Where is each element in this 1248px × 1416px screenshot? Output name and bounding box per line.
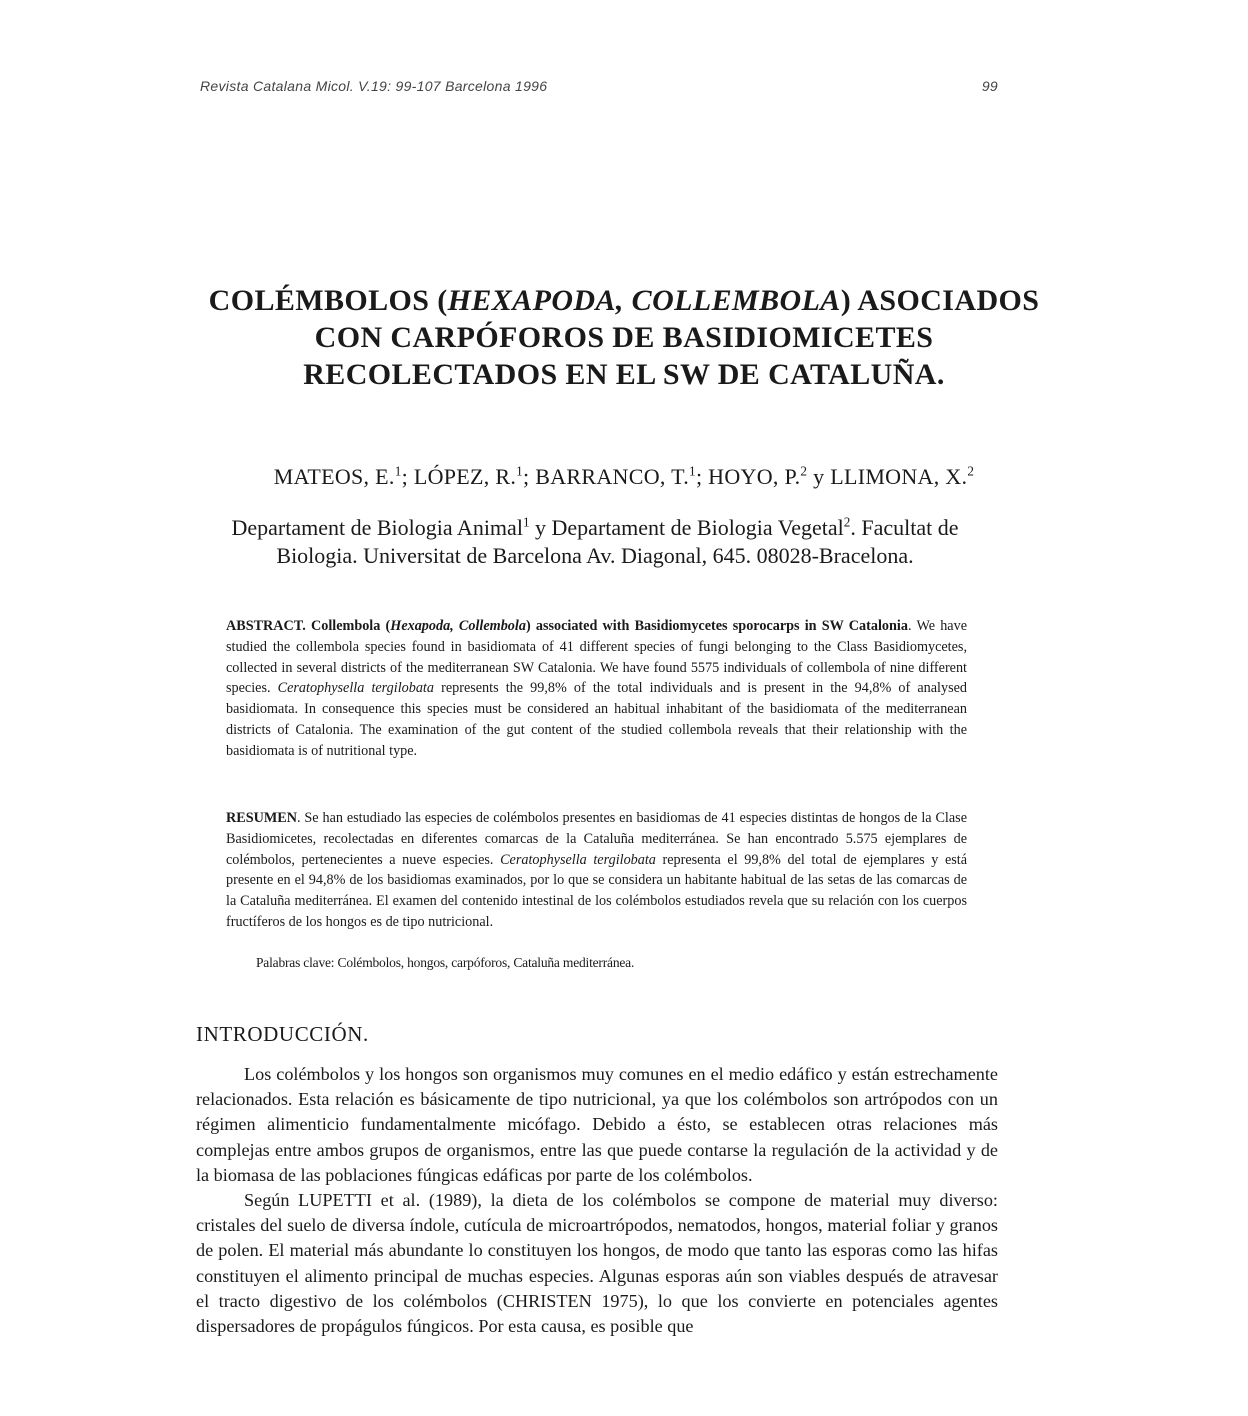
abstract-label: ABSTRACT bbox=[226, 618, 303, 634]
paragraph: Los colémbolos y los hongos son organismos muy comunes en el medio edáfico y están estrechamente relacionados. Esta relación es básicamente de tipo nutricional, ya que los colémbolos son artrópodos con un régimen alimenticio fundamentalmente micófago. Debido a ésto, se establecen otras relaciones más complejas entre ambos grupos de organismos, entre las que puede contarse la regulación de la actividad y de la biomasa de las poblaciones fúngicas edáficas por parte de los colémbolos. bbox=[196, 1064, 998, 1185]
title-line-3: RECOLECTADOS EN EL SW DE CATALUÑA. bbox=[303, 358, 945, 391]
abstract-title: . Collembola (Hexapoda, Collembola) associated with Basidiomycetes sporocarps in SW Catalonia bbox=[302, 618, 908, 634]
introduction-body bbox=[196, 1062, 998, 1339]
abstract: ABSTRACT. Collembola (Hexapoda, Collembola) associated with Basidiomycetes sporocarps in SW Catalonia. We have studied the collembola species found in basidiomata of 41 different species of fungi belonging to the Class Basidiomycetes, collected in several districts of the mediterranean SW Catalonia. We have found 5575 individuals of collembola of nine different species. Ceratophysella tergilobata represents the 99,8% of the total individuals and is present in the 94,8% of analysed basidiomata. In consequence this species must be considered an habitual inhabitant of the basidiomata of the mediterranean districts of Catalonia. The examination of the gut content of the studied collembola reveals that their relationship with the basidiomata is of nutritional type. bbox=[226, 618, 967, 759]
keywords: Palabras clave: Colémbolos, hongos, carpóforos, Cataluña mediterránea. bbox=[256, 955, 635, 970]
resumen: RESUMEN. Se han estudiado las especies de colémbolos presentes en basidiomas de 41 especies distintas de hongos de la Clase Basidiomicetes, recolectadas en diferentes comarcas de la Cataluña mediterránea. Se han encontrado 5.575 ejemplares de colémbolos, pertenecientes a nueve especies. Ceratophysella tergilobata representa el 99,8% del total de ejemplares y está presente en el 94,8% de los basidiomas examinados, por lo que se considera un habitante habitual de las setas de las comarcas de la Cataluña mediterránea. El examen del contenido intestinal de los colémbolos estudiados revela que su relación con los cuerpos fructíferos de los hongos es de tipo nutricional. bbox=[226, 810, 968, 930]
author: MATEOS, E.$^1$; bbox=[273, 463, 414, 489]
running-head bbox=[200, 78, 998, 94]
journal-citation: Revista Catalana Micol. V.19: 99-107 Barcelona 1996 bbox=[200, 78, 548, 94]
author: BARRANCO, T.$^1$; bbox=[535, 463, 709, 489]
page-number: 99 bbox=[981, 78, 998, 94]
species-name: Ceratophysella tergilobata bbox=[500, 851, 656, 868]
author-list bbox=[150, 464, 1098, 490]
species-name: Ceratophysella tergilobata bbox=[277, 680, 434, 697]
author: HOYO, P.$^2$ y bbox=[708, 463, 831, 489]
article-title bbox=[150, 282, 1098, 393]
resumen-label: RESUMEN bbox=[226, 810, 297, 826]
affiliation: Departament de Biologia Animal$^1$ y Departament de Biologia Vegetal$^2$. Facultat de Biologia. Universitat de Barcelona Av. Diagonal, 645. 08028-Bracelona. bbox=[231, 514, 959, 568]
section-heading-introduccion: INTRODUCCIÓN. bbox=[196, 1022, 369, 1046]
title-line-1: COLÉMBOLOS (HEXAPODA, COLLEMBOLA) ASOCIADOS bbox=[208, 284, 1040, 317]
author: LLIMONA, X.$^2$ bbox=[830, 463, 975, 489]
author: LÓPEZ, R.$^1$; bbox=[413, 463, 536, 489]
paragraph: Según LUPETTI et al. (1989), la dieta de los colémbolos se compone de material muy diverso: cristales del suelo de diversa índole, cutícula de microartrópodos, nematodos, hongos, material foliar y granos de polen. El material más abundante lo constituyen los hongos, de modo que tanto las esporas como las hifas constituyen el alimento principal de muchas especies. Algunas esporas aún son viables después de atravesar el tracto digestivo de los colémbolos (CHRISTEN 1975), lo que los convierte en potenciales agentes dispersadores de propágulos fúngicos. Por esta causa, es posible que bbox=[196, 1190, 998, 1337]
title-line-2: CON CARPÓFOROS DE BASIDIOMICETES bbox=[314, 321, 934, 354]
